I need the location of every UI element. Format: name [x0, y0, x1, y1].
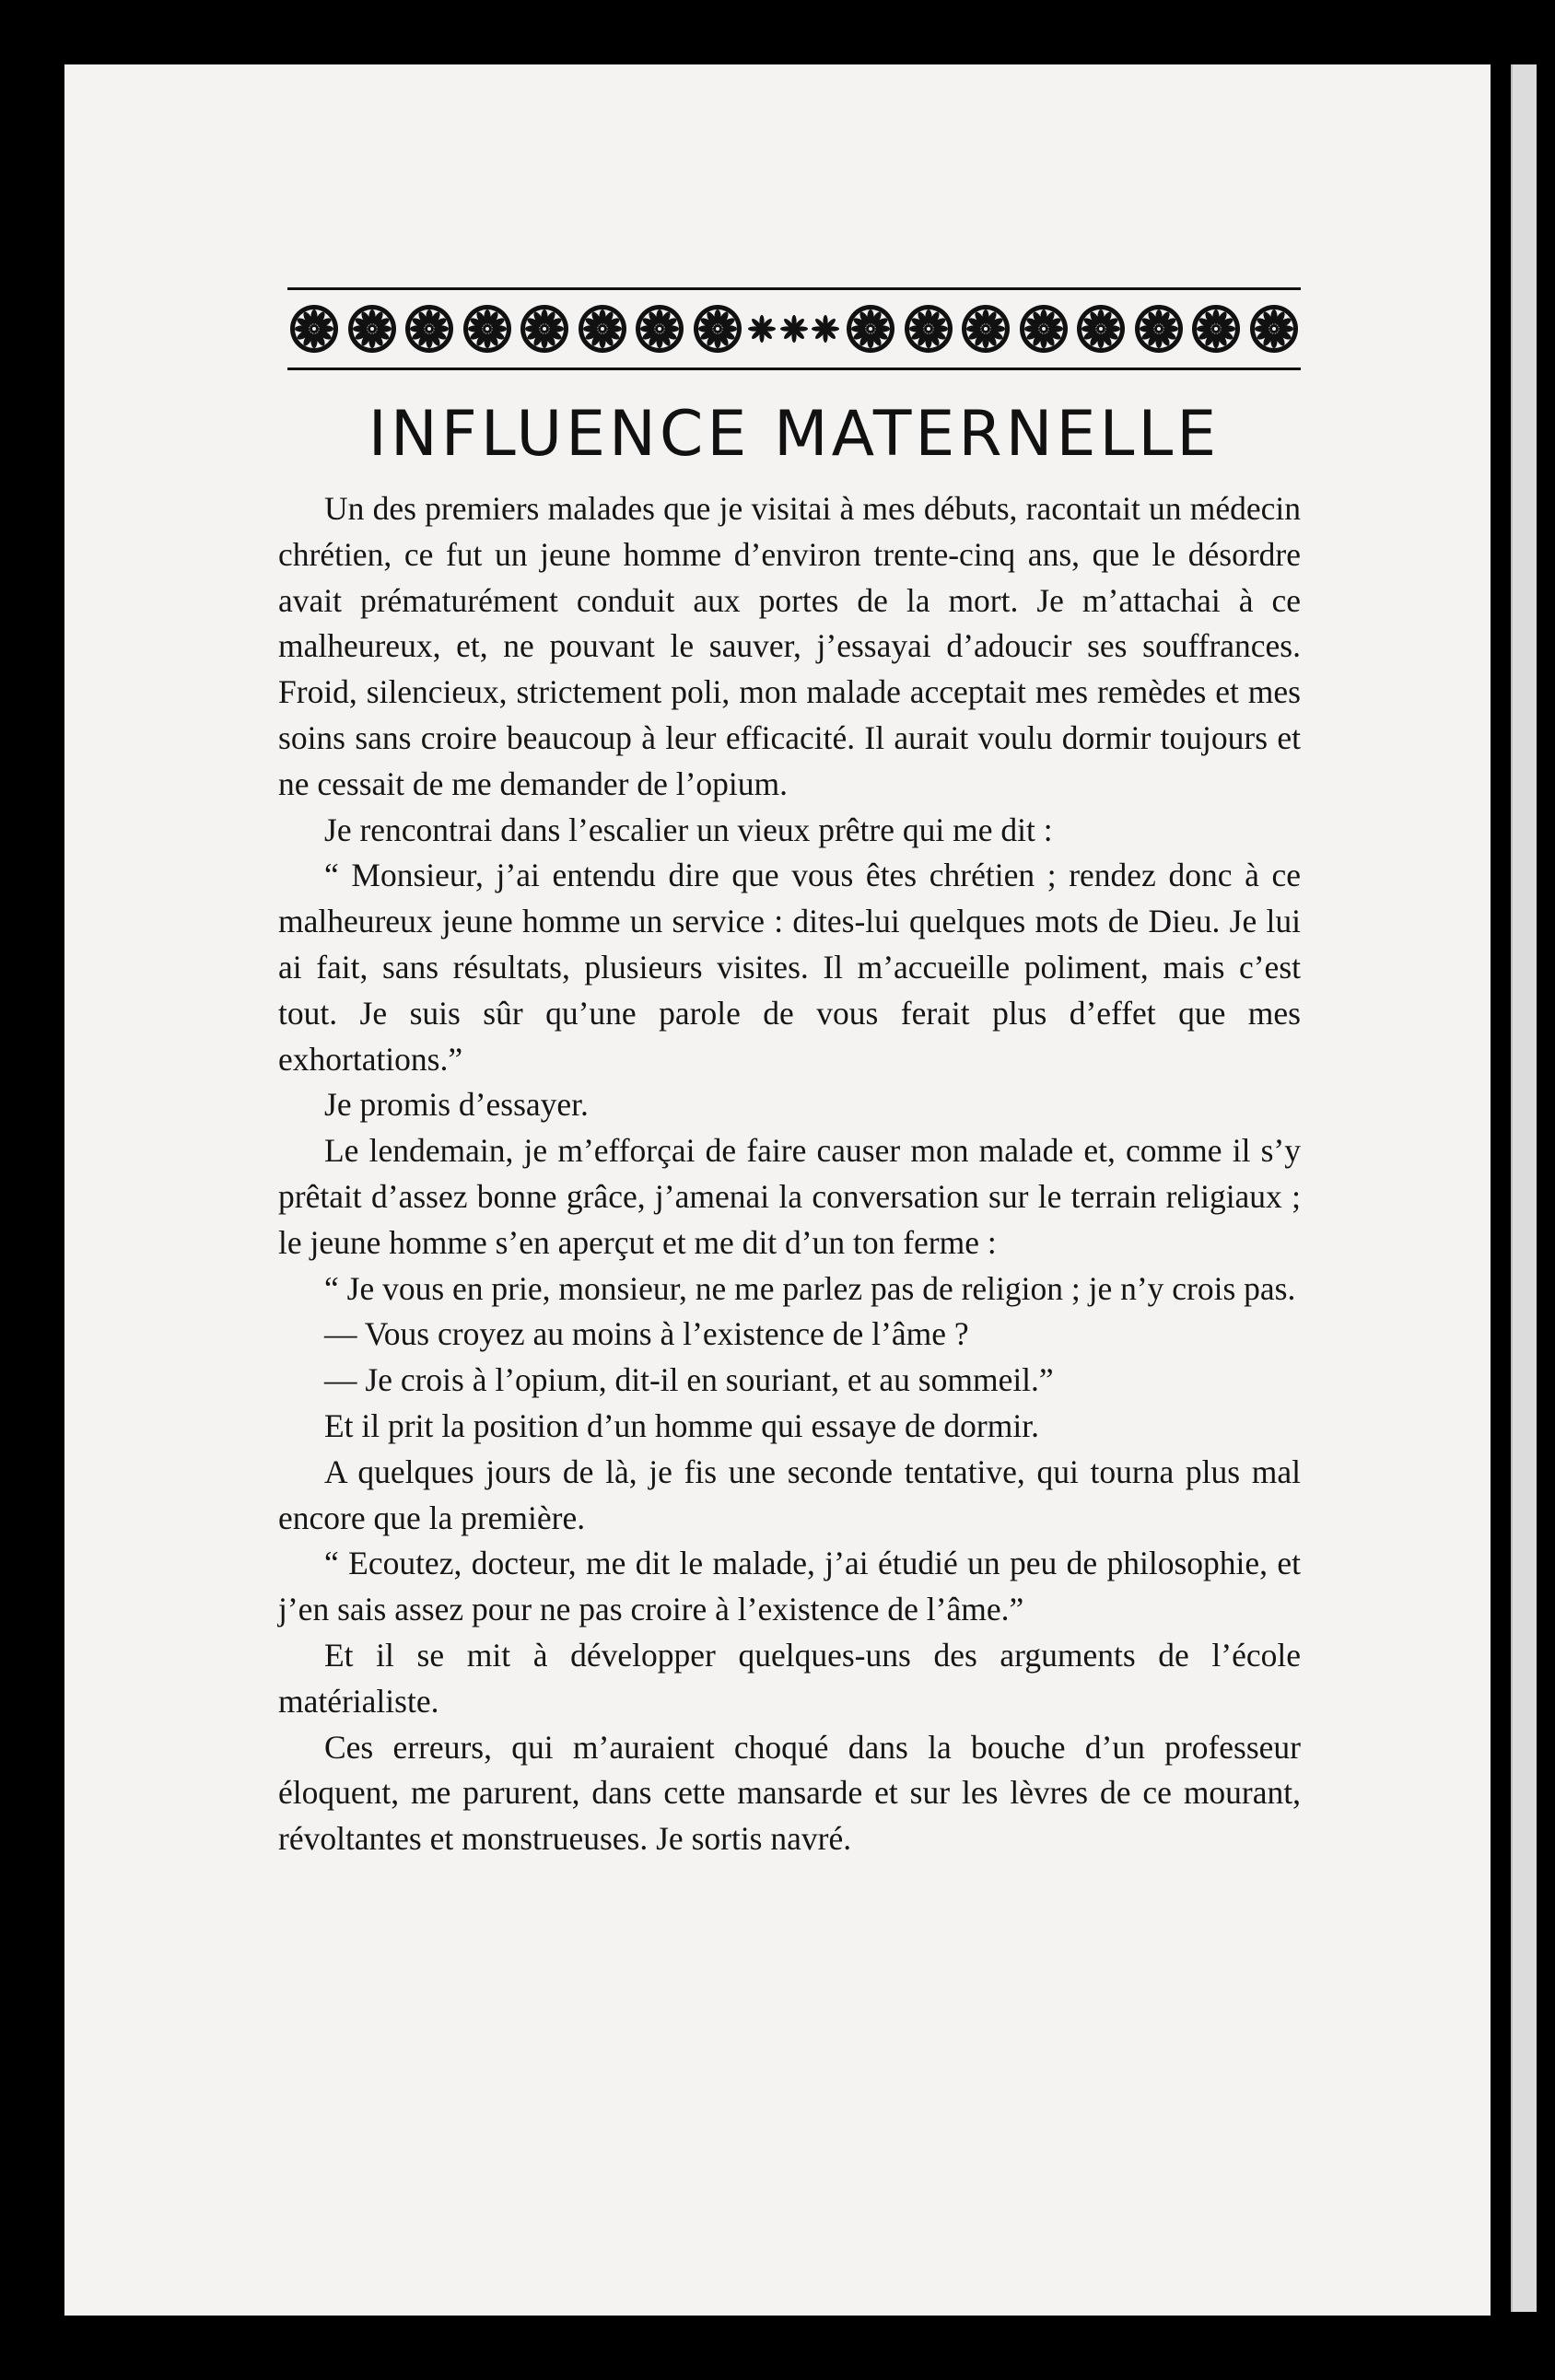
paragraph: A quelques jours de là, je fis une seconde tentative, qui tourna plus mal encore que la première. — [278, 1452, 1301, 1536]
star-ornament-icon — [748, 315, 776, 343]
top-rule — [287, 287, 1301, 290]
body-text — [278, 486, 1301, 1862]
paragraph: Et il se mit à développer quelques-uns des arguments de l’école matérialiste. — [278, 1636, 1301, 1720]
rosette-icon — [1074, 302, 1128, 356]
rosette-icon — [461, 302, 514, 356]
rosette-icon — [844, 302, 897, 356]
rosette-icon — [902, 302, 955, 356]
paragraph: Ces erreurs, qui m’auraient choqué dans la bouche d’un professeur éloquent, me parurent, dans cette mansarde et sur les lèvres de ce mourant, révoltantes et monstrueuses. Je sortis navré. — [278, 1728, 1301, 1858]
paragraph: “ Monsieur, j’ai entendu dire que vous êtes chrétien ; rendez donc à ce malheureux jeune homme un service : dites-lui quelques mots de Dieu. Je lui ai fait, sans résultats, plusieurs visites. Il m’accueille poliment, mais c’est tout. Je suis sûr qu’une parole de vous ferait plus d’effet que mes exhortations.” — [278, 857, 1301, 1078]
rosette-icon — [287, 302, 341, 356]
paragraph: Et il prit la position d’un homme qui essaye de dormir. — [324, 1406, 1039, 1444]
paragraph: — Je crois à l’opium, dit-il en souriant, et au sommeil.” — [324, 1361, 1054, 1399]
rosette-icon — [1189, 302, 1243, 356]
paragraph: Un des premiers malades que je visitai à mes débuts, racontait un médecin chrétien, ce fut un jeune homme d’environ trente-cinq ans, que le désordre avait prématurément conduit aux portes de la mort. Je m’attachai à ce malheureux, et, ne pouvant le sauver, j’essayai d’adoucir ses souffrances. Froid, silencieux, strictement poli, mon malade acceptait mes remèdes et mes soins sans croire beaucoup à leur efficacité. Il aurait voulu dormir toujours et ne cessait de me demander de l’opium. — [278, 490, 1301, 802]
paragraph: “ Ecoutez, docteur, me dit le malade, j’ai étudié un peu de philosophie, et j’en sais assez pour ne pas croire à l’existence de l’âme.” — [278, 1545, 1301, 1628]
bottom-rule — [287, 368, 1301, 370]
rosette-icon — [345, 302, 399, 356]
rosette-icon — [1132, 302, 1186, 356]
rosette-icon — [518, 302, 571, 356]
paragraph: Je promis d’essayer. — [324, 1086, 589, 1124]
rosette-icon — [959, 302, 1012, 356]
paragraph: Je rencontrai dans l’escalier un vieux prêtre qui me dit : — [324, 811, 1053, 848]
paragraph: Le lendemain, je m’efforçai de faire causer mon malade et, comme il s’y prêtait d’assez bonne grâce, j’amenai la conversation sur le terrain religiaux ; le jeune homme s’en aperçut et me dit d’un ton ferme : — [278, 1132, 1301, 1261]
paragraph: “ Je vous en prie, monsieur, ne me parlez pas de religion ; je n’y crois pas. — [324, 1269, 1296, 1307]
rosette-icon — [633, 302, 686, 356]
rosette-icon — [691, 302, 744, 356]
page-edge — [1511, 64, 1537, 2312]
star-ornament-icon — [780, 315, 808, 343]
paragraph: — Vous croyez au moins à l’existence de l’âme ? — [324, 1315, 969, 1353]
star-ornament-icon — [812, 315, 839, 343]
decorative-header-border — [287, 287, 1301, 370]
rosette-row — [287, 298, 1301, 359]
rosette-icon — [1017, 302, 1070, 356]
page-title: INFLUENCE MATERNELLE — [368, 398, 1221, 471]
rosette-icon — [403, 302, 456, 356]
rosette-icon — [1247, 302, 1301, 356]
rosette-icon — [576, 302, 629, 356]
